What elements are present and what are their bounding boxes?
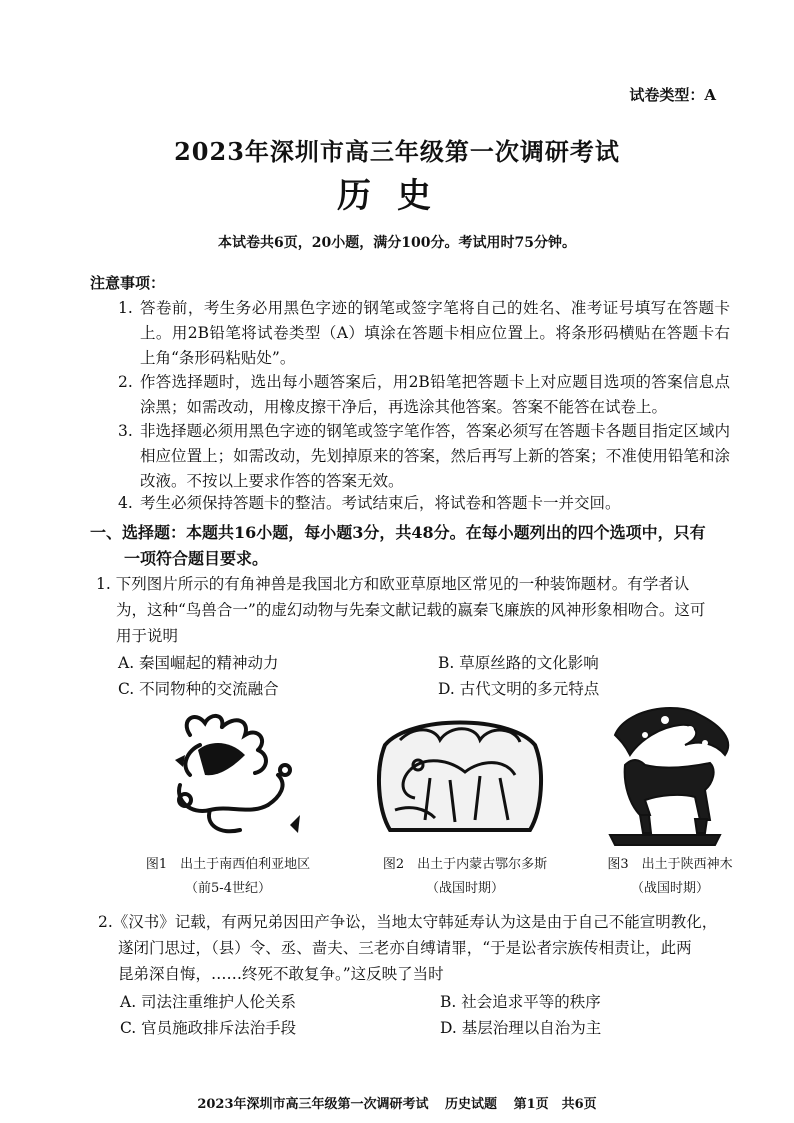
notice-item-4 (118, 491, 730, 516)
figure-caption-line: 图3 出土于陕西神木 (607, 857, 733, 872)
figure-caption-date: （战国时期） (630, 881, 709, 896)
section-heading (90, 520, 730, 572)
figure-2-caption (350, 853, 580, 901)
figure-2-image (370, 710, 550, 840)
q2-option-d: D. 基层治理以自治为主 (440, 1019, 602, 1037)
exam-info: 本试卷共6页，20小题，满分100分。考试用时75分钟。 (218, 235, 576, 251)
notice-title: 注意事项： (90, 274, 166, 292)
q1-option-a: A. 秦国崛起的精神动力 (118, 654, 279, 672)
question-line-2: 遂闭门思过，（县）令、丞、啬夫、三老亦自缚请罪，“于是讼者宗族传相责让，此两 (118, 939, 692, 957)
question-line-1: 《汉书》记载，有两兄弟因田产争讼，当地太守韩延寿认为这是由于自己不能宣明教化， (112, 913, 718, 931)
q2-option-a: A. 司法注重维护人伦关系 (120, 993, 297, 1011)
figure-1-caption (118, 853, 338, 901)
notice-item-3 (118, 419, 730, 494)
figure-1-image (150, 705, 310, 845)
notice-item-1 (118, 296, 730, 371)
q2-option-b: B. 社会追求平等的秩序 (440, 993, 601, 1011)
question-number: 1. (96, 575, 111, 593)
question-line-3: 昆弟深自悔，……终死不敢复争。”这反映了当时 (118, 965, 444, 983)
figure-caption-line: 图1 出土于南西伯利亚地区 (145, 857, 311, 872)
figure-caption-line: 图2 出土于内蒙古鄂尔多斯 (382, 857, 548, 872)
exam-title: 2023年深圳市高三年级第一次调研考试 (174, 137, 620, 166)
q1-option-b: B. 草原丝路的文化影响 (438, 654, 599, 672)
notice-item-text: 非选择题必须用黑色字迹的钢笔或签字笔作答，答案必须写在答题卡各题目指定区域内相应位置上；如需改动，先划掉原来的答案，然后再写上新的答案；不准使用铅笔和涂改液。不按以上要求作答的答案无效。 (140, 422, 730, 490)
footer-page-number: 第1页 共6页 (513, 1097, 597, 1112)
notice-item-text: 作答选择题时，选出每小题答案后，用2B铅笔把答题卡上对应题目选项的答案信息点涂黑；如需改动，用橡皮擦干净后，再选涂其他答案。答案不能答在试卷上。 (140, 373, 730, 416)
notice-item-text: 考生必须保持答题卡的整洁。考试结束后，将试卷和答题卡一并交回。 (140, 494, 621, 512)
notice-item-number: 3. (118, 422, 133, 440)
notice-item-number: 2. (118, 373, 133, 391)
question-line-3: 用于说明 (116, 627, 179, 645)
footer-exam-name: 2023年深圳市高三年级第一次调研考试 (197, 1097, 429, 1112)
q1-option-c: C. 不同物种的交流融合 (118, 680, 279, 698)
notice-item-number: 4. (118, 494, 133, 512)
notice-item-2 (118, 370, 730, 420)
paper-type-label: 试卷类型：A (629, 86, 716, 104)
question-1 (96, 571, 726, 649)
question-line-1: 下列图片所示的有角神兽是我国北方和欧亚草原地区常见的一种装饰题材。有学者认 (115, 575, 690, 593)
question-2 (98, 909, 728, 987)
section-heading-line-2: 一项符合题目要求。 (124, 549, 269, 568)
figure-caption-date: （前5-4世纪） (185, 881, 271, 896)
question-line-2: 为，这种“鸟兽合一”的虚幻动物与先秦文献记载的嬴秦飞廉族的风神形象相吻合。这可 (116, 601, 706, 619)
q1-option-d: D. 古代文明的多元特点 (438, 680, 600, 698)
figure-3-caption (585, 853, 755, 901)
q2-option-c: C. 官员施政排斥法治手段 (120, 1019, 297, 1037)
subject-title: 历史 (337, 176, 457, 216)
notice-item-text: 答卷前，考生务必用黑色字迹的钢笔或签字笔将自己的姓名、准考证号填写在答题卡上。用2B铅笔将试卷类型（A）填涂在答题卡相应位置上。将条形码横贴在答题卡右上角“条形码粘贴处”。 (140, 299, 730, 367)
footer-subject: 历史试题 (445, 1097, 498, 1112)
notice-item-number: 1. (118, 299, 133, 317)
section-heading-line-1: 一、选择题：本题共16小题，每小题3分，共48分。在每小题列出的四个选项中，只有 (90, 523, 706, 542)
page-footer (0, 1093, 794, 1112)
figure-3-image (585, 695, 745, 850)
figure-caption-date: （战国时期） (425, 881, 504, 896)
question-number: 2. (98, 913, 113, 931)
